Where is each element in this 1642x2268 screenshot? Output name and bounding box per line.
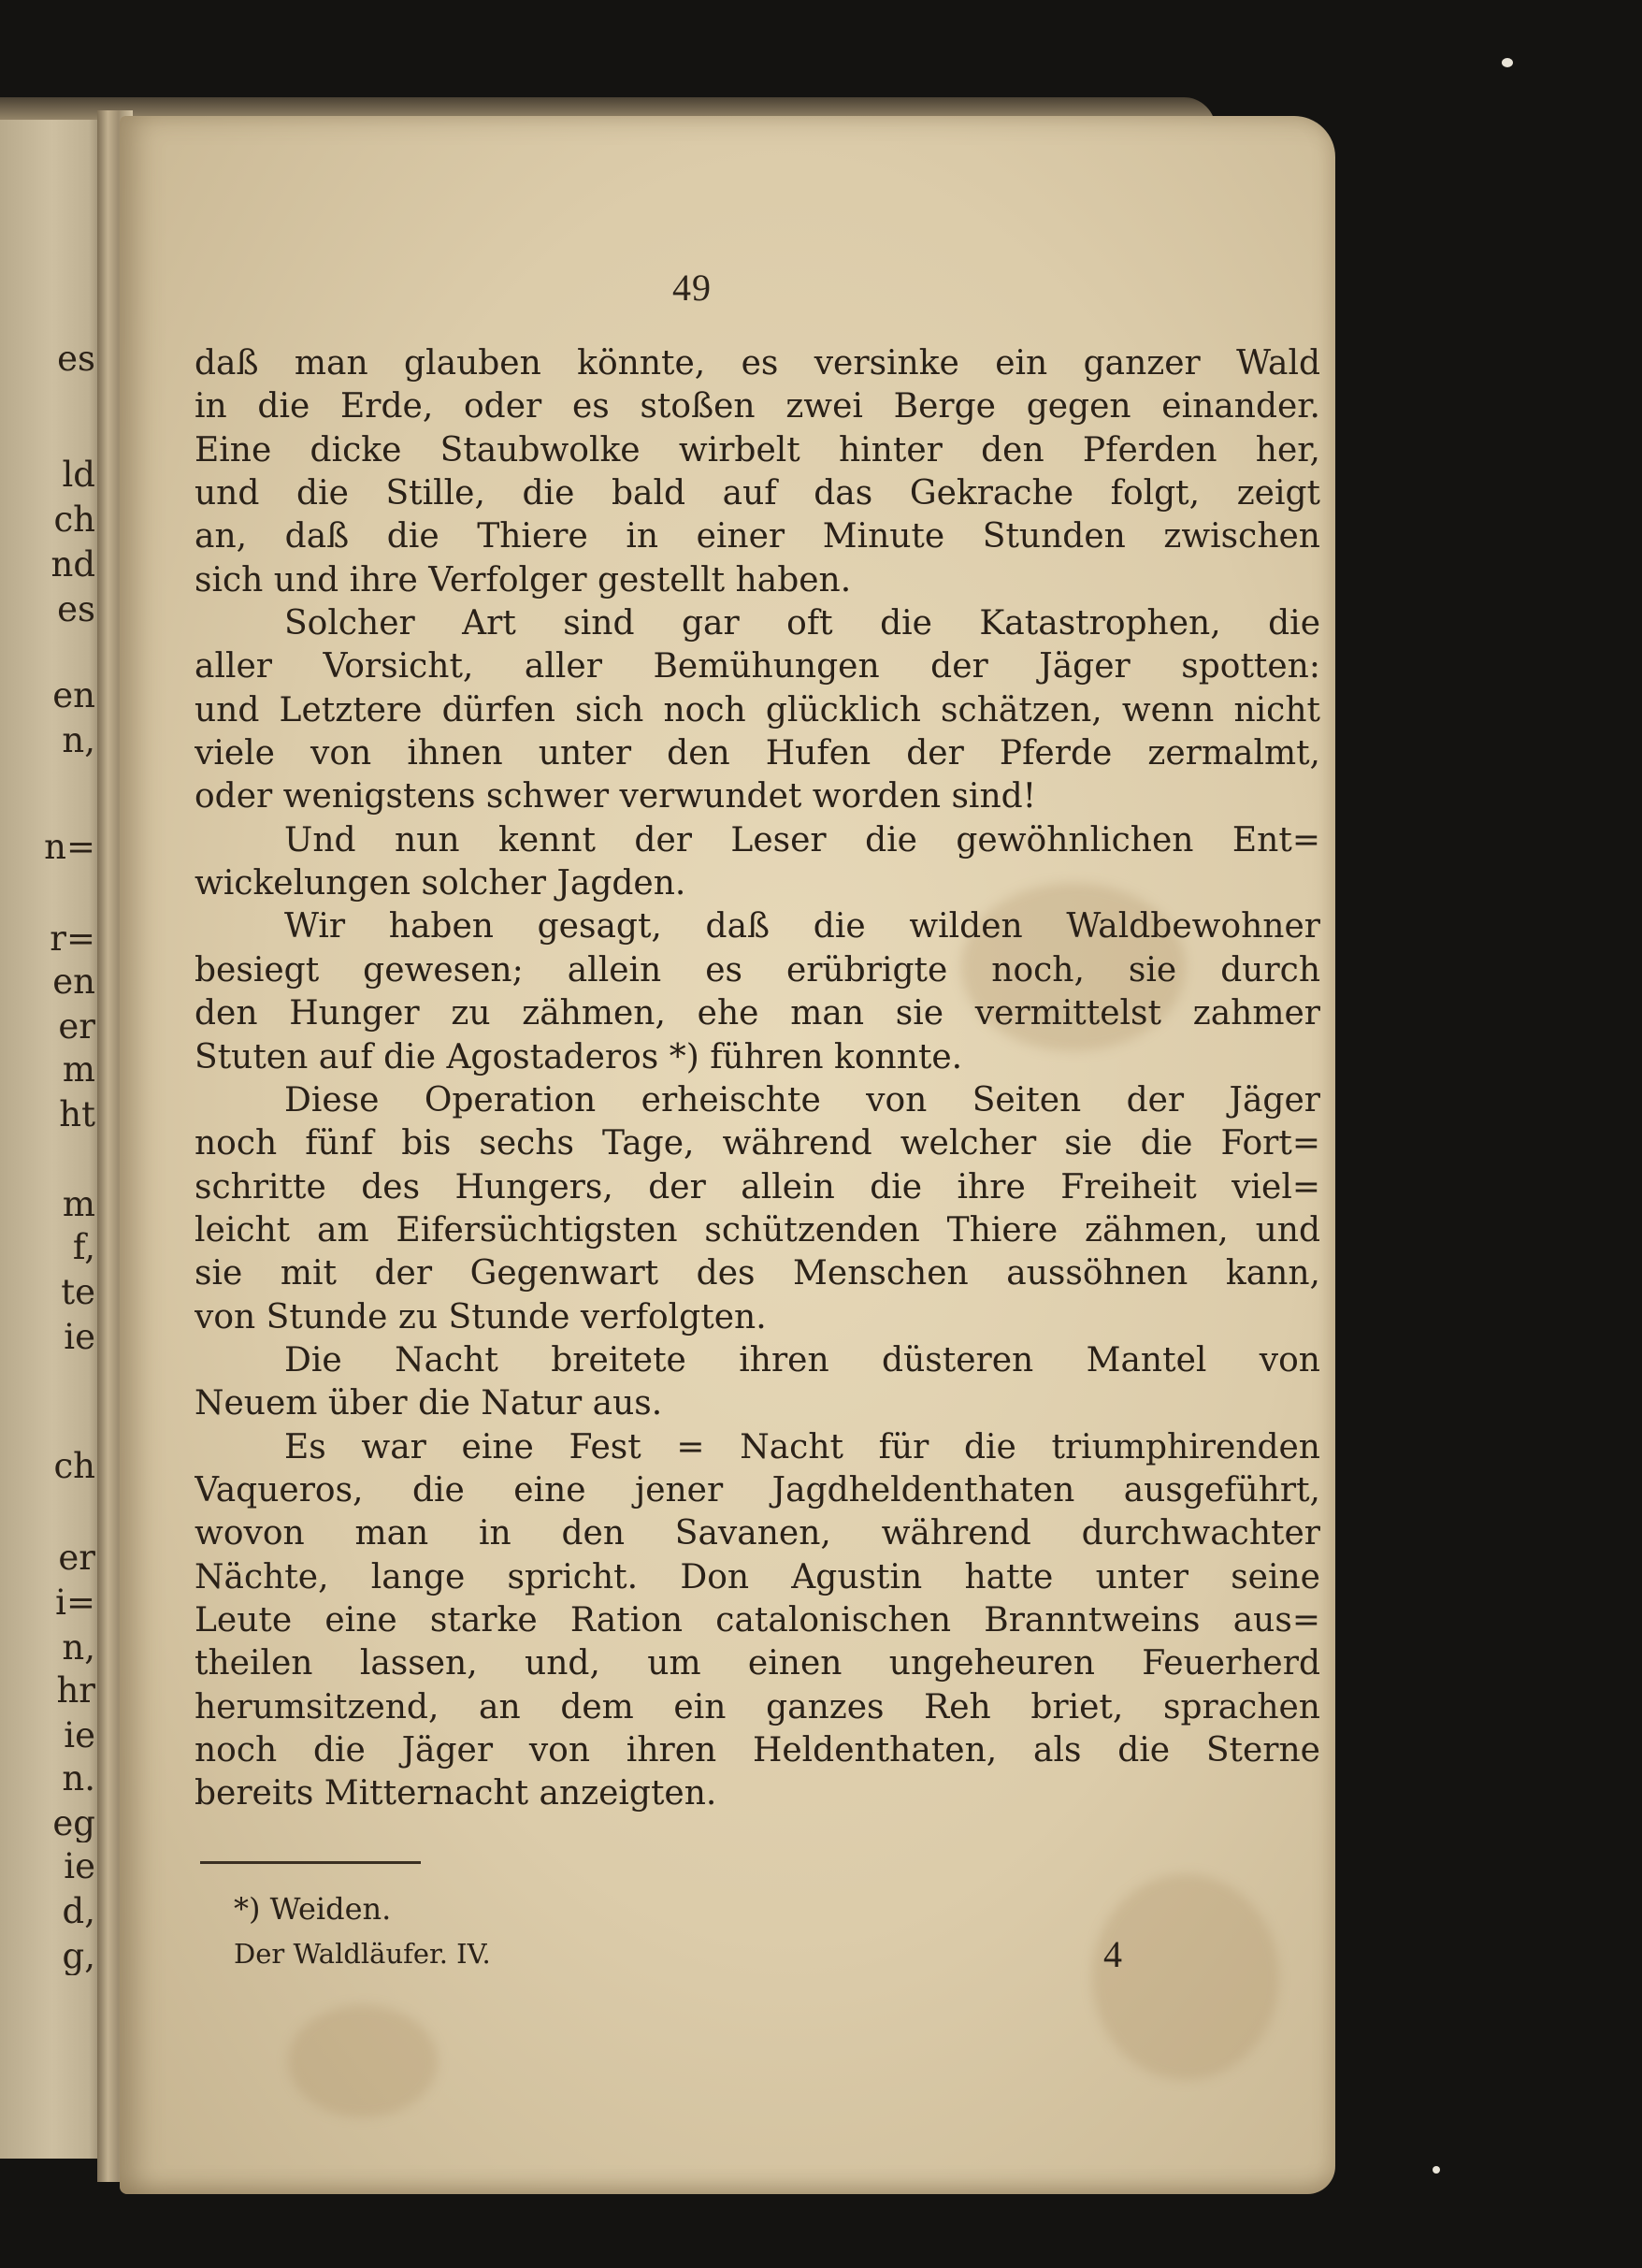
left-page-fragment: n, — [62, 722, 95, 759]
text-line: bereits Mitternacht anzeigten. — [194, 1774, 717, 1813]
text-line: an, daß die Thiere in einer Minute Stunden zwischen — [194, 517, 1320, 556]
left-page-fragment: d, — [62, 1893, 95, 1930]
dust-speck — [1502, 58, 1513, 67]
left-page-fragment: te — [61, 1274, 95, 1311]
left-page-fragment: eg — [52, 1805, 95, 1842]
footnote: *) Weiden. — [234, 1891, 392, 1927]
left-page-fragment: en — [52, 963, 95, 1001]
text-line: in die Erde, oder es stoßen zwei Berge gegen einander. — [194, 387, 1320, 426]
text-line: Nächte, lange spricht. Don Agustin hatte unter seine — [194, 1557, 1320, 1596]
left-page-fragment: n. — [62, 1760, 95, 1798]
text-line: theilen lassen, und, um einen ungeheuren Feuerherd — [194, 1644, 1320, 1683]
main-page — [120, 116, 1335, 2194]
footnote-rule — [200, 1861, 421, 1864]
left-page-fragment: ie — [64, 1319, 95, 1356]
text-line: und Letztere dürfen sich noch glücklich schätzen, wenn nicht — [194, 690, 1320, 730]
signature-mark: 4 — [1103, 1933, 1122, 1975]
text-line: noch fünf bis sechs Tage, während welcher sie die Fort= — [194, 1124, 1320, 1163]
text-line: viele von ihnen unter den Hufen der Pferde zermalmt, — [194, 734, 1320, 773]
text-line: besiegt gewesen; allein es erübrigte noch, sie durch — [194, 950, 1320, 990]
left-page-fragment: g, — [62, 1938, 95, 1975]
text-line: wickelungen solcher Jagden. — [194, 864, 686, 903]
text-line: Wir haben gesagt, daß die wilden Waldbewohner — [284, 907, 1320, 946]
left-page-fragment: i= — [55, 1584, 95, 1622]
text-line: leicht am Eifersüchtigsten schützenden Thiere zähmen, und — [194, 1210, 1320, 1250]
paper-stain — [288, 2005, 438, 2117]
dust-speck — [1433, 2166, 1440, 2174]
text-line: Leute eine starke Ration catalonischen Branntweins aus= — [194, 1600, 1320, 1640]
text-line: wovon man in den Savanen, während durchwachter — [194, 1514, 1320, 1553]
text-line: Solcher Art sind gar oft die Katastrophen, die — [284, 604, 1320, 643]
left-page-fragment: hr — [56, 1672, 95, 1710]
left-page-fragment: n= — [44, 829, 95, 866]
left-page-fragment: en — [52, 677, 95, 715]
left-page — [0, 120, 105, 2159]
text-line: aller Vorsicht, aller Bemühungen der Jäger spotten: — [194, 647, 1320, 686]
text-line: Stuten auf die Agostaderos *) führen konnte. — [194, 1037, 963, 1076]
body-text — [194, 342, 1320, 1816]
left-page-fragment: m — [62, 1051, 95, 1089]
left-page-fragment: n, — [62, 1629, 95, 1667]
left-page-fragment: es — [57, 340, 95, 378]
text-line: von Stunde zu Stunde verfolgten. — [194, 1297, 767, 1336]
left-page-fragment: m — [62, 1186, 95, 1223]
text-line: schritte des Hungers, der allein die ihre Freiheit viel= — [194, 1167, 1320, 1206]
left-page-fragment: ch — [53, 1448, 95, 1485]
left-page-fragment: ht — [59, 1096, 95, 1134]
left-page-fragment: er — [58, 1008, 95, 1046]
page-number: 49 — [672, 267, 712, 309]
left-page-fragment: ld — [62, 456, 95, 494]
text-line: Eine dicke Staubwolke wirbelt hinter den Pferden her, — [194, 430, 1320, 469]
text-line: den Hunger zu zähmen, ehe man sie vermittelst zahmer — [194, 994, 1320, 1033]
text-line: oder wenigstens schwer verwundet worden sind! — [194, 777, 1037, 816]
text-line: sie mit der Gegenwart des Menschen aussöhnen kann, — [194, 1254, 1320, 1293]
signature-title: Der Waldläufer. IV. — [234, 1938, 491, 1970]
text-line: Es war eine Fest = Nacht für die triumphirenden — [284, 1427, 1320, 1466]
left-page-fragment: nd — [50, 546, 95, 584]
text-line: Diese Operation erheischte von Seiten der Jäger — [284, 1080, 1320, 1120]
left-page-fragment: ie — [64, 1717, 95, 1755]
text-line: und die Stille, die bald auf das Gekrache folgt, zeigt — [194, 474, 1320, 513]
text-line: sich und ihre Verfolger gestellt haben. — [194, 560, 852, 600]
text-line: noch die Jäger von ihren Heldenthaten, als die Sterne — [194, 1731, 1320, 1770]
left-page-fragment: f, — [72, 1229, 95, 1266]
left-page-fragment: er — [58, 1539, 95, 1577]
left-page-fragment: ie — [64, 1848, 95, 1885]
signature-line — [234, 1933, 1169, 1981]
text-line: Und nun kennt der Leser die gewöhnlichen Ent= — [284, 820, 1320, 860]
text-line: Vaqueros, die eine jener Jagdheldenthaten ausgeführt, — [194, 1470, 1320, 1510]
text-line: daß man glauben könnte, es versinke ein ganzer Wald — [194, 344, 1320, 383]
left-page-fragment: ch — [53, 501, 95, 539]
text-line: Die Nacht breitete ihren düsteren Mantel von — [284, 1340, 1320, 1380]
left-page-fragment: r= — [50, 920, 95, 958]
text-line: Neuem über die Natur aus. — [194, 1384, 663, 1423]
text-line: herumsitzend, an dem ein ganzes Reh briet, sprachen — [194, 1687, 1320, 1726]
left-page-fragment: es — [57, 591, 95, 628]
